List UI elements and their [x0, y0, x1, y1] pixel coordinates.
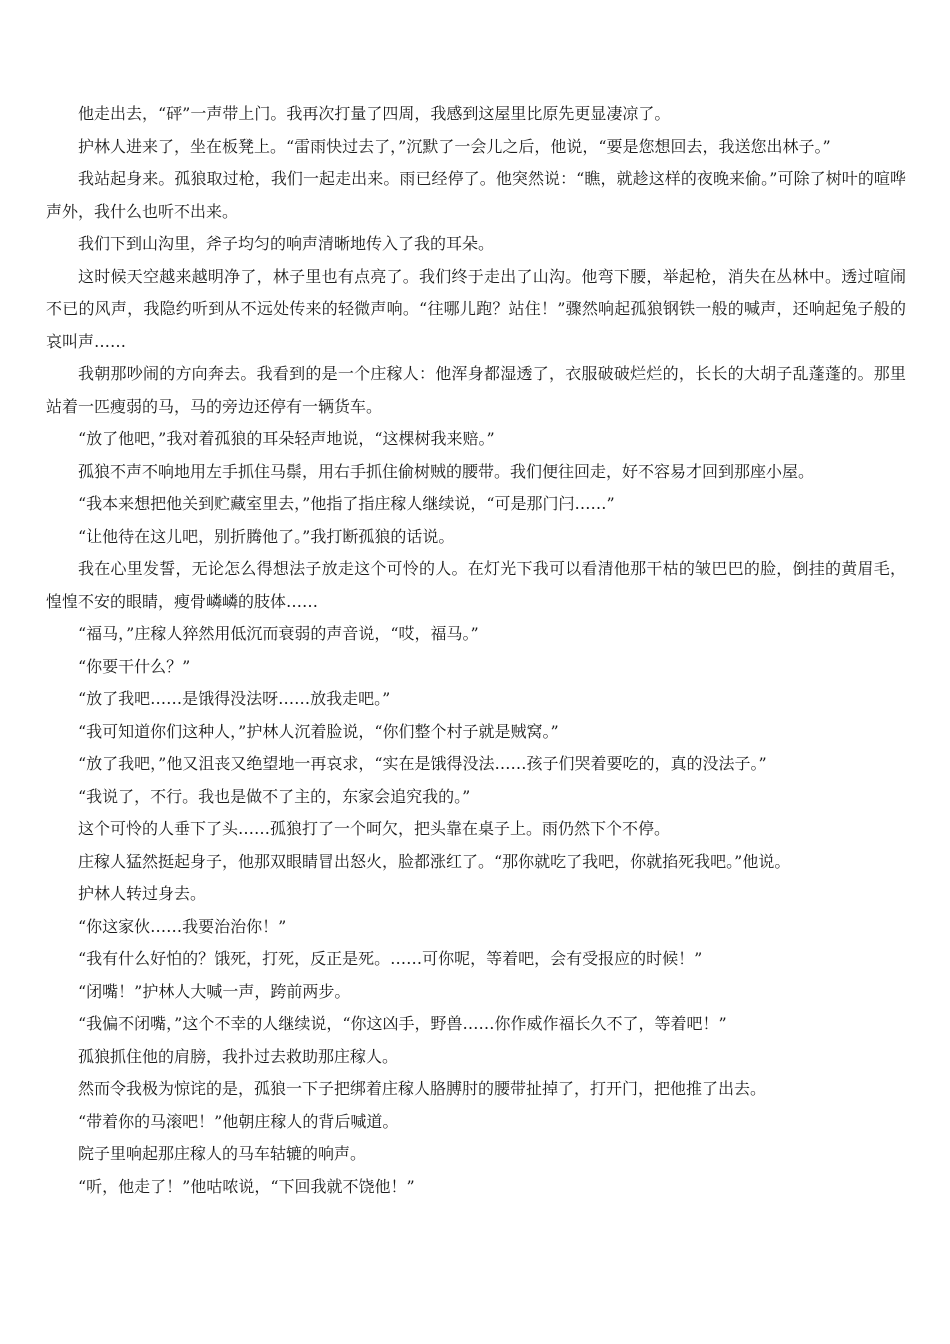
- paragraph: “我偏不闭嘴，”这个不幸的人继续说，“你这凶手，野兽……你作威作福长久不了，等着吧！”: [78, 1014, 727, 1033]
- paragraph: 护林人进来了，坐在板凳上。“雷雨快过去了，”沉默了一会儿之后，他说，“要是您想回去，我送您出林子。”: [78, 136, 831, 156]
- paragraph: 庄稼人猛然挺起身子，他那双眼睛冒出怒火，脸都涨红了。“那你就吃了我吧，你就掐死我吧。”他说。: [78, 851, 791, 871]
- paragraph: “我本来想把他关到贮藏室里去，”他指了指庄稼人继续说，“可是那门闩……”: [78, 494, 615, 513]
- paragraph: “闭嘴！”护林人大喊一声，跨前两步。: [78, 981, 351, 1001]
- paragraph: “我可知道你们这种人，”护林人沉着脸说，“你们整个村子就是贼窝。”: [78, 721, 559, 741]
- paragraph: 我朝那吵闹的方向奔去。我看到的是一个庄稼人：他浑身都湿透了，衣服破破烂烂的，长长的大胡子乱蓬蓬的。那里站着一匹瘦弱的马，马的旁边还停有一辆货车。: [46, 364, 906, 416]
- paragraph: 孤狼不声不响地用左手抓住马鬃，用右手抓住偷树贼的腰带。我们便往回走，好不容易才回到那座小屋。: [78, 461, 815, 481]
- paragraph: “你这家伙……我要治治你！”: [78, 916, 287, 936]
- paragraph: 然而令我极为惊诧的是，孤狼一下子把绑着庄稼人胳膊肘的腰带扯掉了，打开门，把他推了出去。: [78, 1079, 767, 1098]
- paragraph: “让他待在这儿吧，别折腾他了。”我打断孤狼的话说。: [78, 526, 455, 546]
- paragraph: “放了他吧，”我对着孤狼的耳朵轻声地说，“这棵树我来赔。”: [78, 429, 495, 448]
- paragraph: “福马，”庄稼人猝然用低沉而衰弱的声音说，“哎，福马。”: [78, 624, 479, 643]
- paragraph: “带着你的马滚吧！”他朝庄稼人的背后喊道。: [78, 1111, 399, 1131]
- paragraph: “听，他走了！”他咕哝说，“下回我就不饶他！”: [78, 1176, 415, 1196]
- paragraph: 我站起身来。孤狼取过枪，我们一起走出来。雨已经停了。他突然说：“瞧，就趁这样的夜晚来偷。”可除了树叶的喧哗声外，我什么也听不出来。: [46, 169, 906, 221]
- paragraph: 院子里响起那庄稼人的马车轱辘的响声。: [78, 1144, 367, 1163]
- paragraph: 这个可怜的人垂下了头……孤狼打了一个呵欠，把头靠在桌子上。雨仍然下个不停。: [78, 819, 671, 838]
- paragraph: “放了我吧，”他又沮丧又绝望地一再哀求，“实在是饿得没法……孩子们哭着要吃的，真的没法子。”: [78, 754, 767, 773]
- paragraph: “你要干什么？”: [78, 656, 191, 676]
- paragraph: “我说了，不行。我也是做不了主的，东家会追究我的。”: [78, 786, 471, 806]
- paragraph: 他走出去，“砰”一声带上门。我再次打量了四周，我感到这屋里比原先更显凄凉了。: [78, 104, 671, 123]
- paragraph: 孤狼抓住他的肩膀，我扑过去救助那庄稼人。: [78, 1046, 399, 1066]
- paragraph: 护林人转过身去。: [78, 884, 207, 903]
- paragraph: 我在心里发誓，无论怎么得想法子放走这个可怜的人。在灯光下我可以看清他那干枯的皱巴巴的脸，倒挂的黄眉毛，惶惶不安的眼睛，瘦骨嶙嶙的肢体……: [46, 559, 906, 611]
- paragraph: 我们下到山沟里，斧子均匀的响声清晰地传入了我的耳朵。: [78, 234, 495, 253]
- document-body: [46, 98, 906, 1203]
- paragraph: “我有什么好怕的？饿死，打死，反正是死。……可你呢，等着吧，会有受报应的时候！”: [78, 949, 703, 968]
- paragraph: 这时候天空越来越明净了，林子里也有点亮了。我们终于走出了山沟。他弯下腰，举起枪，消失在丛林中。透过喧闹不已的风声，我隐约听到从不远处传来的轻微声响。“往哪儿跑？站住！”骤然响起孤狼钢铁一般的喊声，还响起兔子般的哀叫声……: [46, 266, 906, 351]
- paragraph: “放了我吧……是饿得没法呀……放我走吧。”: [78, 689, 391, 708]
